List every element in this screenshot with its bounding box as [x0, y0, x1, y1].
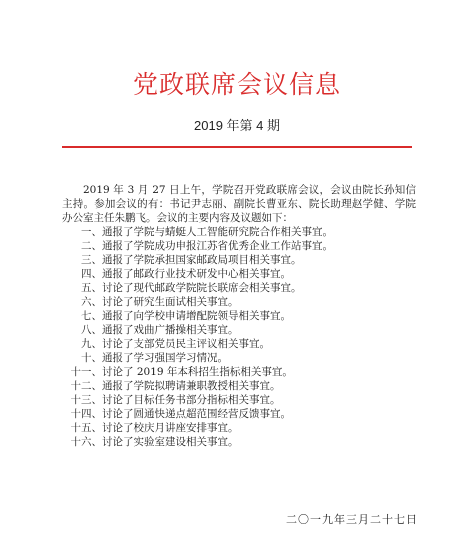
agenda-item-number: 五、	[81, 282, 102, 294]
agenda-item-number: 十、	[81, 352, 102, 364]
agenda-item-text: 讨论了研究生面试相关事宜。	[102, 296, 239, 308]
document-title: 党政联席会议信息	[132, 70, 341, 99]
agenda-item-number: 十一、	[70, 366, 102, 378]
agenda-item-text: 通报了戏曲广播操相关事宜。	[102, 324, 239, 336]
agenda-item	[62, 393, 416, 407]
agenda-item	[62, 407, 416, 421]
agenda-item	[62, 295, 416, 309]
agenda-item	[62, 281, 416, 295]
agenda-item	[62, 365, 416, 379]
agenda-item	[62, 225, 416, 239]
agenda-item-text: 讨论了现代邮政学院院长联席会相关事宜。	[102, 282, 302, 294]
document-date: 二〇一九年三月二十七日	[286, 513, 418, 526]
agenda-item	[62, 337, 416, 351]
agenda-item-number: 四、	[81, 268, 102, 280]
meeting-content	[62, 183, 416, 449]
agenda-item	[62, 435, 416, 449]
agenda-item	[62, 421, 416, 435]
agenda-item-text: 讨论了圆通快递点超范围经营反馈事宜。	[102, 408, 291, 420]
agenda-item-text: 讨论了实验室建设相关事宜。	[102, 436, 239, 448]
agenda-item-number: 一、	[81, 226, 102, 238]
agenda-item-text: 讨论了支部党员民主评议相关事宜。	[102, 338, 270, 350]
agenda-item	[62, 379, 416, 393]
agenda-item	[62, 351, 416, 365]
agenda-item	[62, 323, 416, 337]
agenda-item-text: 通报了学院成功申报江苏省优秀企业工作站事宜。	[102, 240, 333, 252]
agenda-item-number: 二、	[81, 240, 102, 252]
agenda-item-number: 十六、	[70, 436, 102, 448]
agenda-item-number: 十四、	[70, 408, 102, 420]
agenda-item-text: 通报了学习强国学习情况。	[102, 352, 228, 364]
agenda-item-text: 讨论了校庆月讲座安排事宜。	[102, 422, 239, 434]
agenda-item-number: 六、	[81, 296, 102, 308]
agenda-item	[62, 239, 416, 253]
agenda-item-text: 讨论了目标任务书部分指标相关事宜。	[102, 394, 281, 406]
agenda-item-number: 十五、	[70, 422, 102, 434]
agenda-item-number: 八、	[81, 324, 102, 336]
agenda-item-text: 通报了向学校申请增配院领导相关事宜。	[102, 310, 291, 322]
agenda-item-text: 讨论了 2019 年本科招生指标相关事宜。	[102, 366, 293, 378]
agenda-list	[62, 225, 416, 449]
agenda-item-text: 通报了邮政行业技术研发中心相关事宜。	[102, 268, 291, 280]
agenda-item-number: 十二、	[70, 380, 102, 392]
agenda-item	[62, 253, 416, 267]
agenda-item-text: 通报了学院拟聘请兼职教授相关事宜。	[102, 380, 281, 392]
intro-paragraph: 2019 年 3 月 27 日上午，学院召开党政联席会议，会议由院长孙知信主持。参加会议的有：书记尹志丽、副院长曹亚东、院长助理赵学健、学院办公室主任朱鹏飞。会议的主要内容及议题如下：	[62, 184, 416, 224]
agenda-item-number: 三、	[81, 254, 102, 266]
agenda-item-text: 通报了学院承担国家邮政局项目相关事宜。	[102, 254, 302, 266]
red-divider-line	[62, 146, 412, 148]
agenda-item-text: 通报了学院与蜻蜓人工智能研究院合作相关事宜。	[102, 226, 333, 238]
agenda-item	[62, 309, 416, 323]
agenda-item-number: 九、	[81, 338, 102, 350]
agenda-item	[62, 267, 416, 281]
agenda-item-number: 七、	[81, 310, 102, 322]
issue-number: 2019 年第 4 期	[194, 118, 280, 133]
agenda-item-number: 十三、	[70, 394, 102, 406]
